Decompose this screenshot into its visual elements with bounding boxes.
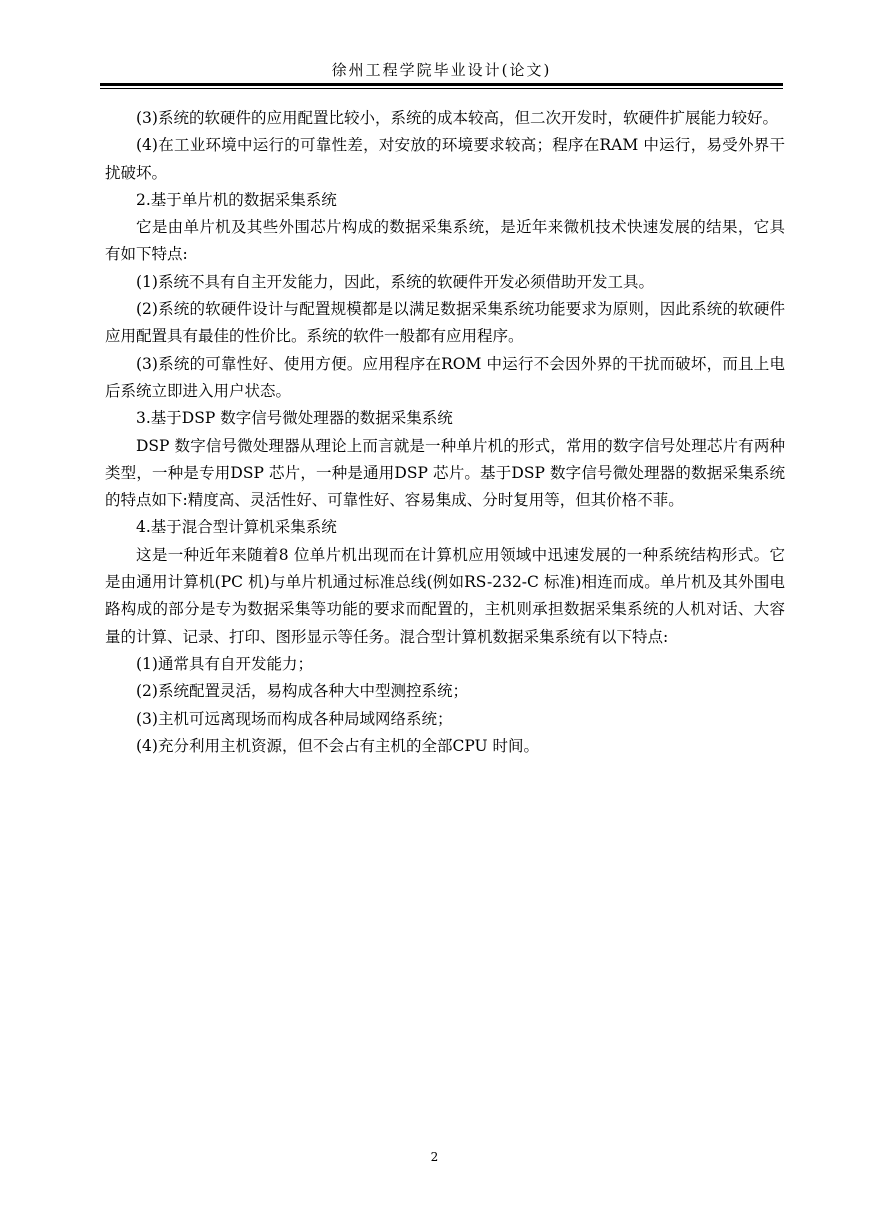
paragraph-mcu-feature-1: (1)系统不具有自主开发能力，因此，系统的软硬件开发必须借助开发工具。 xyxy=(136,272,654,291)
paragraph-hybrid-feature-3: (3)主机可远离现场而构成各种局域网络系统； xyxy=(136,709,453,728)
section-heading-mcu-system: 2.基于单片机的数据采集系统 xyxy=(136,190,337,209)
paragraph-system-config-3: (3)系统的软硬件的应用配置比较小，系统的成本较高，但二次开发时，软硬件扩展能力较好。 xyxy=(136,109,778,127)
header-rule-thick xyxy=(100,83,783,86)
paragraph-hybrid-description: 这是一种近年来随着8 位单片机出现而在计算机应用领域中迅速发展的一种系统结构形式。它是由通用计算机(PC 机)与单片机通过标准总线(例如RS-232-C 标准)相连而成。单片机及其外围电路构成的部分是专为数据采集等功能的要求而配置的，主机则承担数据采集系统的人机对话、大容量的计算、记录、打印、图形显示等任务。混合型计算机数据采集系统有以下特点: xyxy=(105,545,785,646)
paragraph-industrial-reliability-4: (4)在工业环境中运行的可靠性差，对安放的环境要求较高；程序在RAM 中运行，易受外界干扰破坏。 xyxy=(105,136,785,182)
paragraph-mcu-feature-3: (3)系统的可靠性好、使用方便。应用程序在ROM 中运行不会因外界的干扰而破坏，而且上电后系统立即进入用户状态。 xyxy=(105,354,785,400)
paragraph-mcu-feature-2: (2)系统的软硬件设计与配置规模都是以满足数据采集系统功能要求为原则，因此系统的软硬件应用配置具有最佳的性价比。系统的软件一般都有应用程序。 xyxy=(105,300,785,346)
document-body xyxy=(105,105,785,760)
paragraph-hybrid-feature-4: (4)充分利用主机资源，但不会占有主机的全部CPU 时间。 xyxy=(136,736,539,755)
paragraph-dsp-description: DSP 数字信号微处理器从理论上而言就是一种单片机的形式，常用的数字信号处理芯片有两种类型，一种是专用DSP 芯片，一种是通用DSP 芯片。基于DSP 数字信号微处理器的数据采集系统的特点如下:精度高、灵活性好、可靠性好、容易集成、分时复用等，但其价格不菲。 xyxy=(105,436,785,510)
page-header-title: 徐州工程学院毕业设计(论文) xyxy=(331,61,552,79)
section-heading-hybrid-system: 4.基于混合型计算机采集系统 xyxy=(136,518,337,537)
paragraph-hybrid-feature-1: (1)通常具有自开发能力； xyxy=(136,654,313,673)
paragraph-mcu-intro: 它是由单片机及其些外围芯片构成的数据采集系统，是近年来微机技术快速发展的结果，它具有如下特点: xyxy=(105,218,785,264)
section-heading-dsp-system: 3.基于DSP 数字信号微处理器的数据采集系统 xyxy=(136,409,453,428)
header-rule-thin xyxy=(100,88,783,89)
page-number: 2 xyxy=(430,1150,439,1164)
paragraph-hybrid-feature-2: (2)系统配置灵活，易构成各种大中型测控系统； xyxy=(136,682,468,701)
